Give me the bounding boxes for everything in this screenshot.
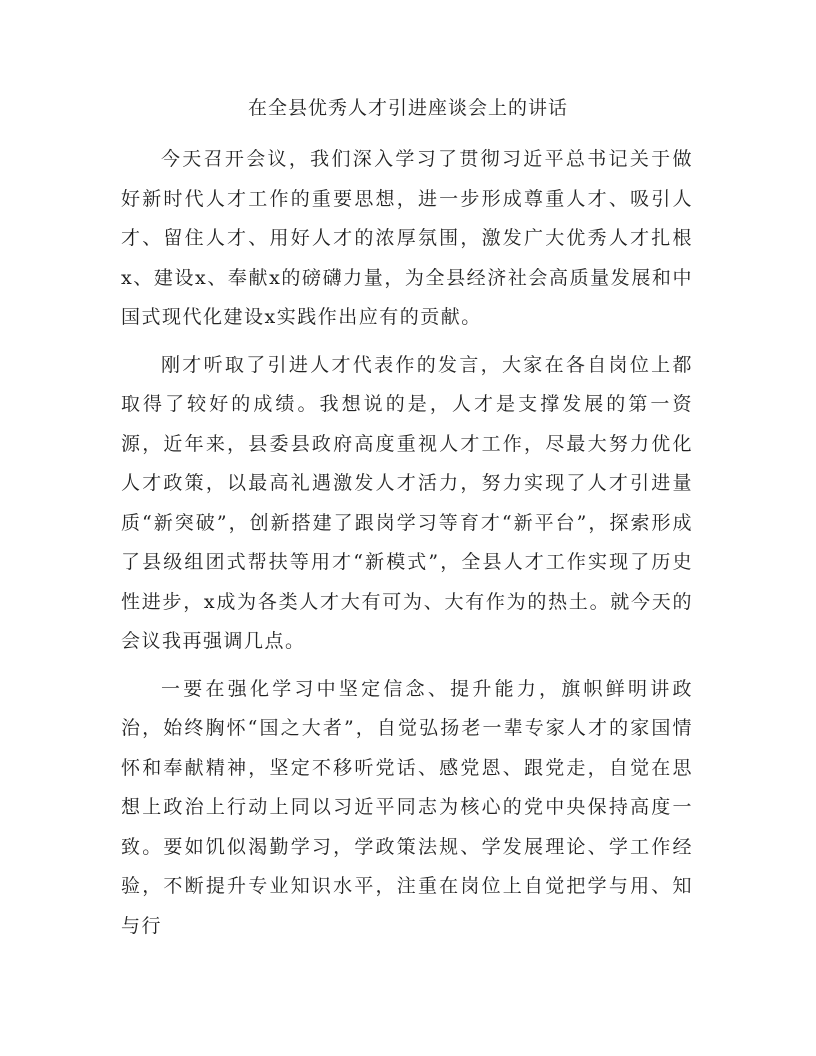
document-title: 在全县优秀人才引进座谈会上的讲话 — [247, 97, 568, 119]
paragraph-point-one: 一要在强化学习中坚定信念、提升能力，旗帜鲜明讲政治，始终胸怀“国之大者”，自觉弘扬老一辈专家人才的家国情怀和奉献精神，坚定不移听党话、感党恩、跟党走，自觉在思想上政治上行动上同以习近平同志为核心的党中央保持高度一致。要如饥似渴勤学习，学政策法规、学发展理论、学工作经验，不断提升专业知识水平，注重在岗位上自觉把学与用、知与行 — [121, 677, 693, 937]
paragraph-achievements: 刚才听取了引进人才代表作的发言，大家在各自岗位上都取得了较好的成绩。我想说的是，人才是支撑发展的第一资源，近年来，县委县政府高度重视人才工作，尽最大努力优化人才政策，以最高礼遇激发人才活力，努力实现了人才引进量质“新突破”，创新搭建了跟岗学习等育才“新平台”，探索形成了县级组团式帮扶等用才“新模式”，全县人才工作实现了历史性进步，x成为各类人才大有可为、大有作为的热土。就今天的会议我再强调几点。 — [121, 353, 693, 652]
document-body — [121, 140, 693, 954]
paragraph-opening: 今天召开会议，我们深入学习了贯彻习近平总书记关于做好新时代人才工作的重要思想，进一步形成尊重人才、吸引人才、留住人才、用好人才的浓厚氛围，激发广大优秀人才扎根x、建设x、奉献x的磅礴力量，为全县经济社会高质量发展和中国式现代化建设x实践作出应有的贡献。 — [121, 148, 693, 328]
